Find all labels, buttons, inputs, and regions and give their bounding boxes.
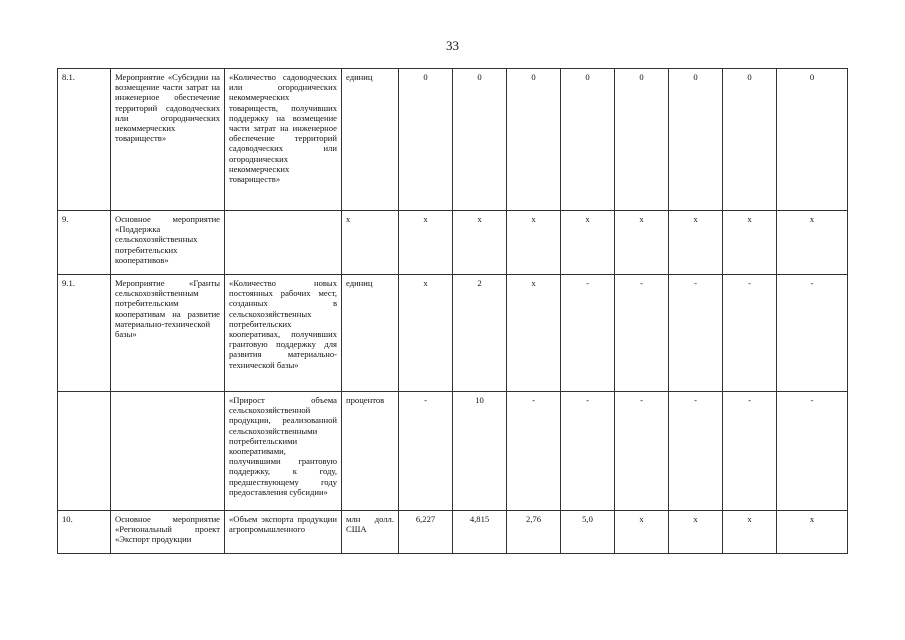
value-cell: 0 — [723, 69, 777, 211]
event-name-cell: Основное мероприятие «Региональный проект «Экспорт продукции — [111, 511, 225, 554]
event-name-cell: Мероприятие «Гранты сельскохозяйственным потребительским кооперативам на развитие материально-технической базы» — [111, 275, 225, 392]
value-cell: - — [723, 392, 777, 511]
value-cell: 5,0 — [561, 511, 615, 554]
value-cell: х — [453, 211, 507, 275]
value-cell: х — [723, 511, 777, 554]
event-name-cell: Мероприятие «Субсидии на возмещение части затрат на инженерное обеспечение территорий садоводческих или огороднических некоммерческих товариществ» — [111, 69, 225, 211]
table-row — [58, 511, 848, 554]
value-cell: 2 — [453, 275, 507, 392]
value-cell: 0 — [669, 69, 723, 211]
value-cell: х — [723, 211, 777, 275]
value-cell: х — [615, 511, 669, 554]
value-cell: х — [777, 211, 848, 275]
value-cell: - — [669, 392, 723, 511]
value-cell: 0 — [777, 69, 848, 211]
value-cell: 10 — [453, 392, 507, 511]
value-cell: х — [669, 211, 723, 275]
row-number-cell — [58, 392, 111, 511]
value-cell: - — [399, 392, 453, 511]
value-cell: х — [507, 211, 561, 275]
value-cell: - — [777, 275, 848, 392]
value-cell: - — [723, 275, 777, 392]
value-cell: 0 — [615, 69, 669, 211]
value-cell: - — [615, 275, 669, 392]
value-cell: х — [507, 275, 561, 392]
table-row — [58, 69, 848, 211]
value-cell: - — [615, 392, 669, 511]
value-cell: - — [561, 275, 615, 392]
indicator-name-cell — [225, 211, 342, 275]
unit-cell: млн долл. США — [342, 511, 399, 554]
row-number-cell: 9. — [58, 211, 111, 275]
value-cell: 6,227 — [399, 511, 453, 554]
indicator-name-cell: «Объем экспорта продукции агропромышленного — [225, 511, 342, 554]
unit-cell: х — [342, 211, 399, 275]
value-cell: 0 — [507, 69, 561, 211]
event-name-cell: Основное мероприятие «Поддержка сельскохозяйственных потребительских кооперативов» — [111, 211, 225, 275]
table-row — [58, 275, 848, 392]
indicator-name-cell: «Количество новых постоянных рабочих мест, созданных в сельскохозяйственных потребительских кооперативах, получивших грантовую поддержку для развития материально-технической базы» — [225, 275, 342, 392]
page-number: 33 — [446, 38, 459, 53]
indicators-table — [57, 68, 848, 554]
unit-cell: единиц — [342, 275, 399, 392]
value-cell: х — [561, 211, 615, 275]
table-row — [58, 392, 848, 511]
value-cell: 2,76 — [507, 511, 561, 554]
value-cell: 0 — [453, 69, 507, 211]
table-row — [58, 211, 848, 275]
value-cell: х — [615, 211, 669, 275]
indicator-name-cell: «Прирост объема сельскохозяйственной продукции, реализованной сельскохозяйственными потребительскими кооперативами, получившими грантовую поддержку, к году, предшествующему году предоставления субсидии» — [225, 392, 342, 511]
unit-cell: процентов — [342, 392, 399, 511]
value-cell: - — [507, 392, 561, 511]
value-cell: 0 — [561, 69, 615, 211]
value-cell: х — [669, 511, 723, 554]
row-number-cell: 10. — [58, 511, 111, 554]
value-cell: - — [777, 392, 848, 511]
row-number-cell: 9.1. — [58, 275, 111, 392]
row-number-cell: 8.1. — [58, 69, 111, 211]
indicator-name-cell: «Количество садоводческих или огороднических некоммерческих товариществ, получивших поддержку на возмещение части затрат на инженерное обеспечение территорий садоводческих или огороднических некоммерческих товариществ» — [225, 69, 342, 211]
value-cell: - — [669, 275, 723, 392]
value-cell: х — [399, 275, 453, 392]
value-cell: 4,815 — [453, 511, 507, 554]
value-cell: 0 — [399, 69, 453, 211]
value-cell: - — [561, 392, 615, 511]
event-name-cell — [111, 392, 225, 511]
value-cell: х — [399, 211, 453, 275]
unit-cell: единиц — [342, 69, 399, 211]
value-cell: х — [777, 511, 848, 554]
